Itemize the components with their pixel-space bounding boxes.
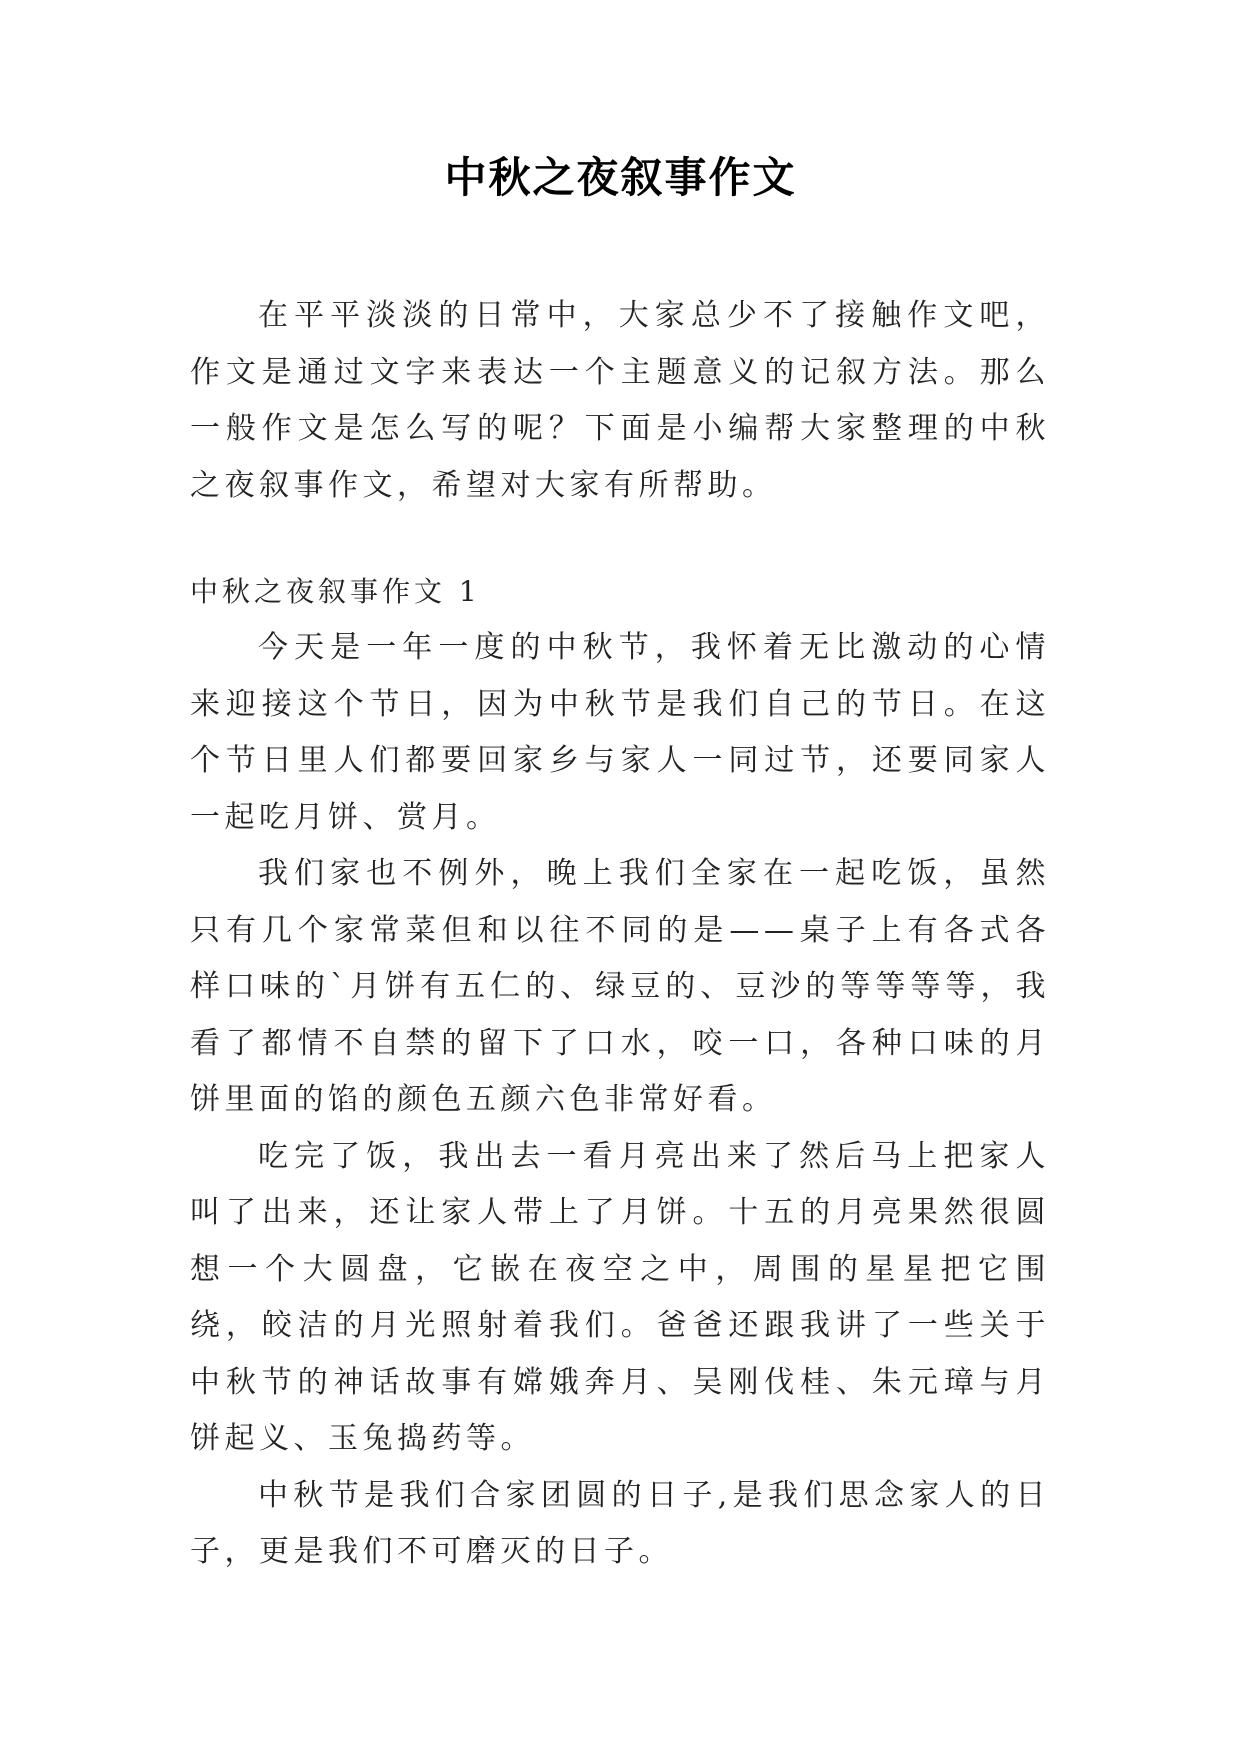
body-paragraph-3: 吃完了饭，我出去一看月亮出来了然后马上把家人叫了出来，还让家人带上了月饼。十五的月亮果然很圆想一个大圆盘，它嵌在夜空之中，周围的星星把它围绕，皎洁的月光照射着我们。爸爸还跟我讲了一些关于中秋节的神话故事有嫦娥奔月、吴刚伐桂、朱元璋与月饼起义、玉兔捣药等。 (190, 1138, 1050, 1456)
body-paragraph-2: 我们家也不例外，晚上我们全家在一起吃饭，虽然只有几个家常菜但和以往不同的是——桌子上有各式各样口味的`月饼有五仁的、绿豆的、豆沙的等等等等，我看了都情不自禁的留下了口水，咬一口，各种口味的月饼里面的馅的颜色五颜六色非常好看。 (190, 856, 1050, 1117)
section-heading: 中秋之夜叙事作文 1 (190, 575, 481, 608)
document-title: 中秋之夜叙事作文 (444, 153, 797, 202)
document-body (190, 288, 1050, 1581)
spacer (190, 514, 1050, 564)
body-paragraph-1: 今天是一年一度的中秋节，我怀着无比激动的心情来迎接这个节日，因为中秋节是我们自己的节日。在这个节日里人们都要回家乡与家人一同过节，还要同家人一起吃月饼、赏月。 (190, 630, 1050, 835)
intro-paragraph: 在平平淡淡的日常中，大家总少不了接触作文吧，作文是通过文字来表达一个主题意义的记叙方法。那么一般作文是怎么写的呢？下面是小编帮大家整理的中秋之夜叙事作文，希望对大家有所帮助。 (190, 298, 1050, 503)
body-paragraph-4: 中秋节是我们合家团圆的日子,是我们思念家人的日子，更是我们不可磨灭的日子。 (190, 1477, 1050, 1569)
